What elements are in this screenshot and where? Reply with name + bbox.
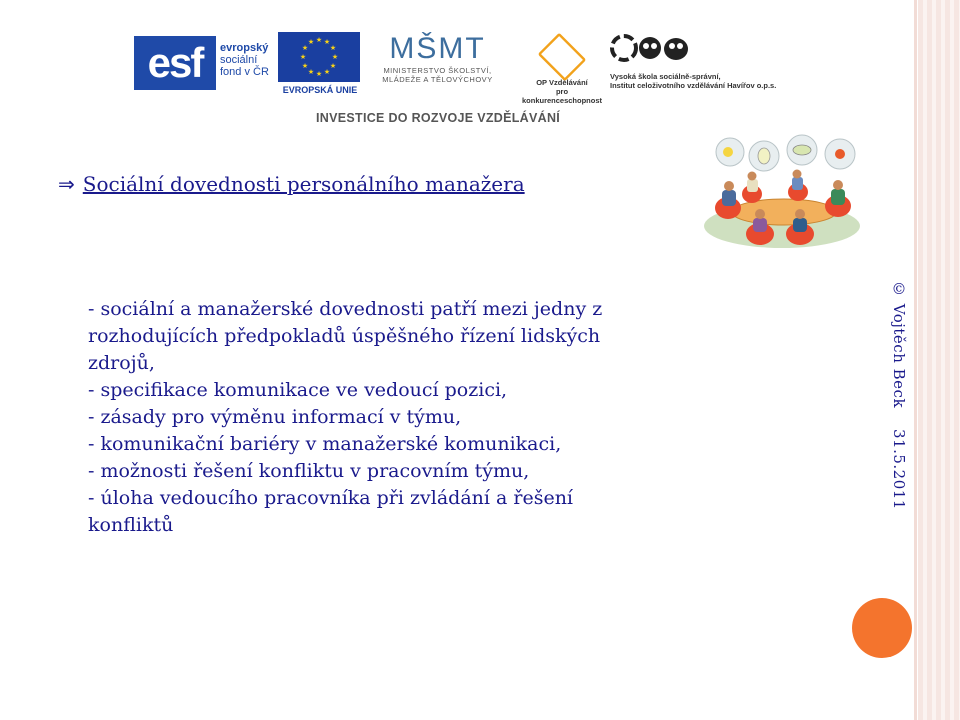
eu-flag-icon xyxy=(278,32,360,82)
double-arrow-icon: ⇒ xyxy=(58,172,75,196)
body-line: - zásady pro výměnu informací v týmu, xyxy=(88,406,462,428)
slide-body xyxy=(88,296,788,539)
esf-line-2: sociální xyxy=(220,54,258,66)
body-line: konfliktů xyxy=(88,514,174,536)
decorative-stripes xyxy=(918,0,960,720)
msmt-line-2: MLÁDEŽE A TĚLOVÝCHOVY xyxy=(382,75,493,84)
body-line: - sociální a manažerské dovednosti patří mezi jedny z xyxy=(88,298,603,320)
svg-text:★: ★ xyxy=(315,70,323,78)
svg-text:★: ★ xyxy=(307,38,315,46)
op-logo-icon xyxy=(538,33,587,82)
vs-line-1: Vysoká škola sociálně-správní, xyxy=(610,72,721,81)
svg-text:★: ★ xyxy=(307,68,315,76)
esf-line-1: evropský xyxy=(220,42,269,54)
vs-logo xyxy=(610,32,780,98)
body-line: rozhodujících předpokladů úspěšného řízení lidských xyxy=(88,325,601,347)
msmt-line-1: MINISTERSTVO ŠKOLSTVÍ, xyxy=(383,66,492,75)
svg-text:★: ★ xyxy=(329,62,337,70)
msmt-logo-mark: MŠMT xyxy=(389,32,486,65)
logo-strip xyxy=(130,32,780,105)
svg-text:★: ★ xyxy=(329,44,337,52)
esf-logo xyxy=(134,32,274,92)
op-line-2: pro konkurenceschopnost xyxy=(521,87,603,105)
author-credit: © Vojtěch Beck xyxy=(890,280,908,409)
vs-line-2: Institut celoživotního vzdělávání Havířov o.p.s. xyxy=(610,81,777,90)
esf-line-3: fond v ČR xyxy=(220,66,269,78)
slide-title: Sociální dovednosti personálního manažera xyxy=(82,172,525,196)
body-line: - možnosti řešení konfliktu v pracovním týmu, xyxy=(88,460,530,482)
owl-logo-icon xyxy=(610,32,780,72)
body-line: - specifikace komunikace ve vedoucí pozici, xyxy=(88,379,508,401)
op-logo xyxy=(516,32,608,105)
slide-heading xyxy=(58,172,525,196)
eu-logo xyxy=(278,32,362,98)
svg-text:★: ★ xyxy=(331,53,339,61)
meeting-illustration xyxy=(700,134,865,252)
msmt-logo xyxy=(365,32,510,98)
svg-text:★: ★ xyxy=(323,38,331,46)
date-label: 31.5.2011 xyxy=(890,429,908,511)
body-line: - komunikační bariéry v manažerské komunikaci, xyxy=(88,433,562,455)
body-line: - úloha vedoucího pracovníka při zvládání a řešení xyxy=(88,487,574,509)
svg-text:★: ★ xyxy=(301,44,309,52)
banner-text: INVESTICE DO ROZVOJE VZDĚLÁVÁNÍ xyxy=(316,111,561,125)
eu-label: EVROPSKÁ UNIE xyxy=(282,85,358,95)
svg-text:★: ★ xyxy=(323,68,331,76)
svg-text:★: ★ xyxy=(299,53,307,61)
decorative-circle xyxy=(852,598,912,658)
esf-logo-mark: esf xyxy=(134,36,216,90)
svg-text:★: ★ xyxy=(301,62,309,70)
svg-text:★: ★ xyxy=(315,36,323,44)
op-line-1: OP Vzdělávání xyxy=(536,78,588,87)
body-line: zdrojů, xyxy=(88,352,155,374)
author-date-watermark xyxy=(890,280,908,510)
